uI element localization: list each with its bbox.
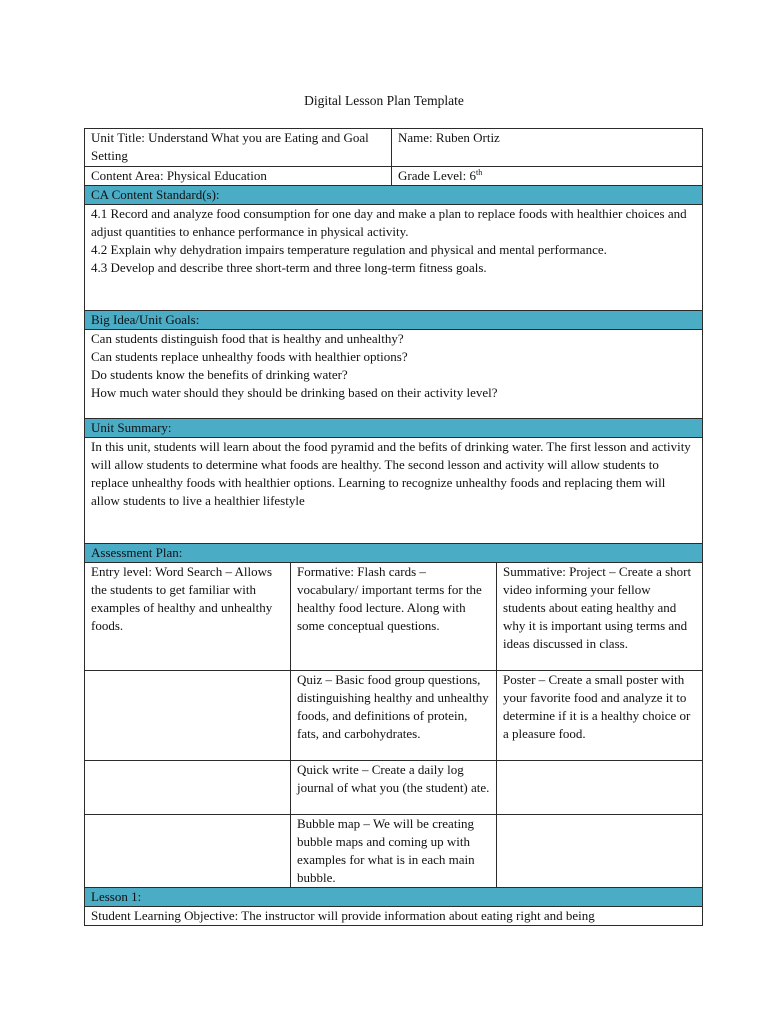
lesson1-objective: Student Learning Objective: The instructor will provide information about eating right and being — [85, 907, 703, 926]
assessment-formative-cell: Formative: Flash cards – vocabulary/ important terms for the healthy food lecture. Along with some conceptual questions. — [291, 563, 497, 671]
content-row — [85, 167, 703, 186]
standards-cell — [85, 205, 703, 311]
assessment-entry-cell — [85, 815, 291, 888]
assessment-summative-cell — [497, 815, 703, 888]
lesson1-heading: Lesson 1: — [85, 888, 703, 907]
summary-text: In this unit, students will learn about the food pyramid and the befits of drinking water. The first lesson and activity will allow students to determine what foods are healthy. The second lesson and activity will allow students to replace unhealthy foods with healthier options. Learning to recognize unhealthy foods and replacing them will allow students to live a healthier lifestyle — [85, 438, 703, 544]
grade-level-cell — [392, 167, 703, 186]
assessment-formative-cell: Quick write – Create a daily log journal of what you (the student) ate. — [291, 761, 497, 815]
big-idea-header-row — [85, 311, 703, 330]
goal-item: Can students replace unhealthy foods with healthier options? — [91, 349, 408, 364]
name-cell: Name: Ruben Ortiz — [392, 129, 703, 167]
grade-level-text: Grade Level: 6 — [398, 168, 476, 183]
standards-body-row — [85, 205, 703, 311]
content-area-cell: Content Area: Physical Education — [85, 167, 392, 186]
goal-item: Do students know the benefits of drinking water? — [91, 367, 348, 382]
big-idea-body-row — [85, 330, 703, 419]
standard-item: 4.3 Develop and describe three short-term and three long-term fitness goals. — [91, 260, 487, 275]
big-idea-heading: Big Idea/Unit Goals: — [85, 311, 703, 330]
assessment-row — [85, 761, 703, 815]
goal-item: How much water should they should be drinking based on their activity level? — [91, 385, 498, 400]
standards-header-row — [85, 186, 703, 205]
lesson-plan-table — [84, 128, 703, 926]
assessment-entry-cell: Entry level: Word Search – Allows the students to get familiar with examples of healthy and unhealthy foods. — [85, 563, 291, 671]
lesson1-header-row — [85, 888, 703, 907]
standard-item: 4.2 Explain why dehydration impairs temperature regulation and physical and mental performance. — [91, 242, 607, 257]
assessment-formative-cell: Quiz – Basic food group questions, distinguishing healthy and unhealthy foods, and definitions of protein, fats, and carbohydrates. — [291, 671, 497, 761]
assessment-summative-cell: Poster – Create a small poster with your favorite food and analyze it to determine if it is a healthy choice or a pleasure food. — [497, 671, 703, 761]
assessment-row — [85, 815, 703, 888]
assessment-heading: Assessment Plan: — [85, 544, 703, 563]
assessment-entry-cell — [85, 671, 291, 761]
assessment-row — [85, 671, 703, 761]
goal-item: Can students distinguish food that is healthy and unhealthy? — [91, 331, 404, 346]
summary-heading: Unit Summary: — [85, 419, 703, 438]
assessment-entry-cell — [85, 761, 291, 815]
unit-title-cell: Unit Title: Understand What you are Eating and Goal Setting — [85, 129, 392, 167]
summary-body-row — [85, 438, 703, 544]
standard-item: 4.1 Record and analyze food consumption for one day and make a plan to replace foods with healthier choices and adjust quantities to enhance performance in physical activity. — [91, 206, 687, 239]
big-idea-cell — [85, 330, 703, 419]
assessment-summative-cell — [497, 761, 703, 815]
assessment-header-row — [85, 544, 703, 563]
standards-heading: CA Content Standard(s): — [85, 186, 703, 205]
document-title: Digital Lesson Plan Template — [304, 93, 464, 108]
assessment-summative-cell: Summative: Project – Create a short video informing your fellow students about eating healthy and why it is important using terms and ideas discussed in class. — [497, 563, 703, 671]
lesson1-body-row — [85, 907, 703, 926]
grade-level-suffix: th — [475, 168, 483, 177]
summary-header-row — [85, 419, 703, 438]
assessment-formative-cell: Bubble map – We will be creating bubble maps and coming up with examples for what is in each main bubble. — [291, 815, 497, 888]
assessment-row — [85, 563, 703, 671]
unit-row — [85, 129, 703, 167]
